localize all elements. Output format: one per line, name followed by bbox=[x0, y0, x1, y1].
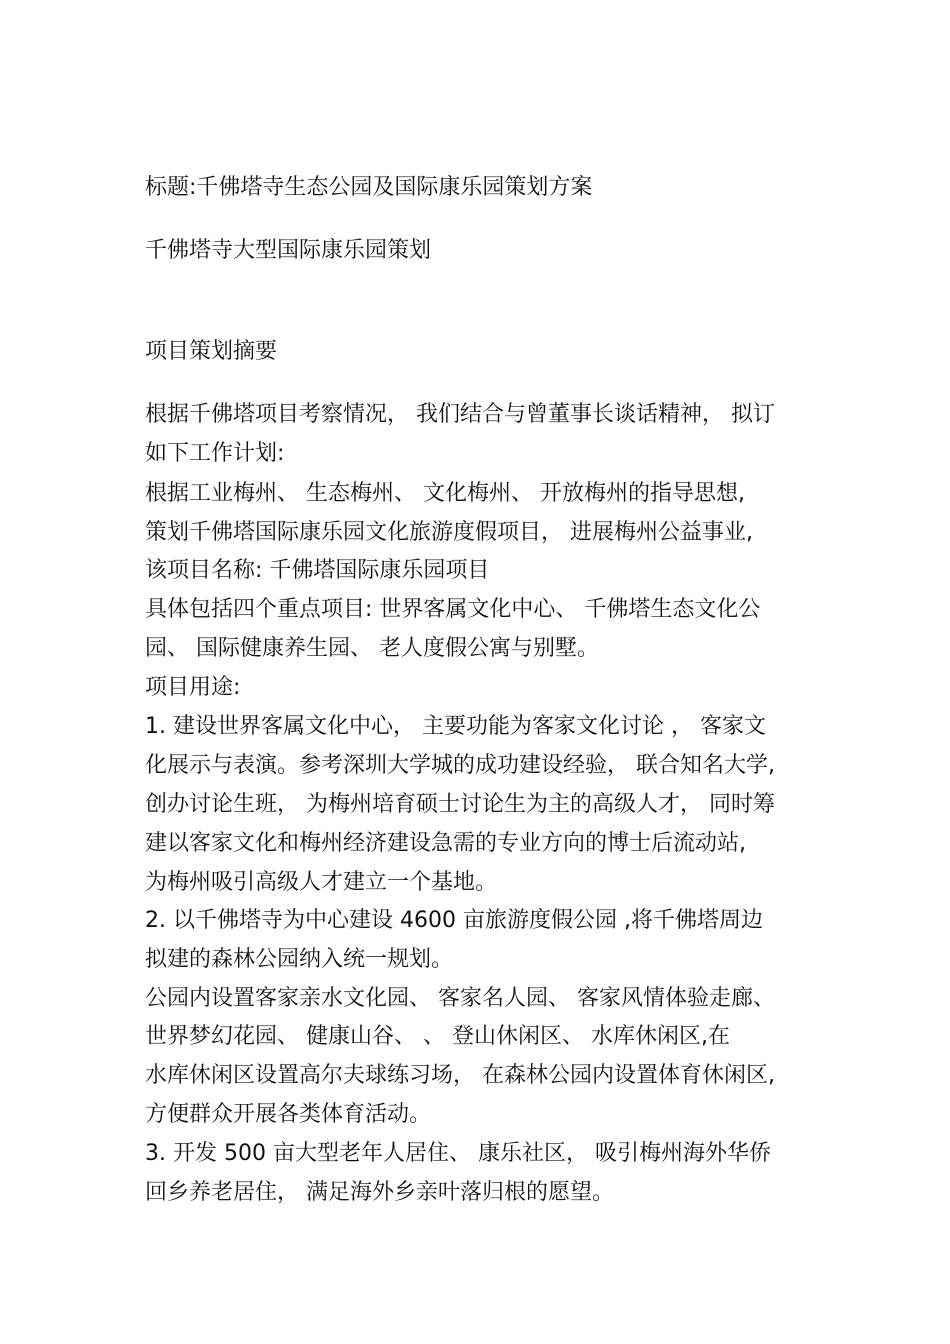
body-line: 创办讨论生班， 为梅州培育硕士讨论生为主的高级人才， 同时筹 bbox=[145, 792, 775, 817]
body-line: 世界梦幻花园、 健康山谷、 、 登山休闲区、 水库休闲区,在 bbox=[145, 1024, 730, 1049]
body-line: 拟建的森林公园纳入统一规划。 bbox=[145, 947, 454, 972]
body-line: 3. 开发 500 亩大型老年人居住、 康乐社区， 吸引梅州海外华侨 bbox=[145, 1141, 771, 1166]
body-line: 回乡养老居住， 满足海外乡亲叶落归根的愿望。 bbox=[145, 1180, 614, 1205]
body-line: 1. 建设世界客属文化中心， 主要功能为客家文化讨论 ， 客家文 bbox=[145, 714, 766, 739]
body-line: 园、 国际健康养生园、 老人度假公寓与别墅。 bbox=[145, 636, 599, 661]
body-line: 该项目名称: 千佛塔国际康乐园项目 bbox=[145, 558, 490, 583]
body-line: 根据千佛塔项目考察情况， 我们结合与曾董事长谈话精神， 拟订 bbox=[145, 402, 775, 427]
document-title: 标题:千佛塔寺生态公园及国际康乐园策划方案 bbox=[145, 175, 593, 200]
body-line: 如下工作计划: bbox=[145, 441, 285, 466]
body-line: 水库休闲区设置高尔夫球练习场， 在森林公园内设置体育休闲区, bbox=[145, 1063, 775, 1088]
body-line: 方便群众开展各类体育活动。 bbox=[145, 1102, 432, 1127]
body-line: 2. 以千佛塔寺为中心建设 4600 亩旅游度假公园 ,将千佛塔周边 bbox=[145, 908, 763, 933]
document-subtitle: 千佛塔寺大型国际康乐园策划 bbox=[145, 238, 432, 263]
body-line: 公园内设置客家亲水文化园、 客家名人园、 客家风情体验走廊、 bbox=[145, 986, 775, 1011]
body-line: 为梅州吸引高级人才建立一个基地。 bbox=[145, 870, 498, 895]
body-line: 具体包括四个重点项目: 世界客属文化中心、 千佛塔生态文化公 bbox=[145, 597, 761, 622]
body-line: 项目用途: bbox=[145, 675, 241, 700]
body-line: 根据工业梅州、 生态梅州、 文化梅州、 开放梅州的指导思想, bbox=[145, 481, 745, 506]
body-line: 建以客家文化和梅州经济建设急需的专业方向的博士后流动站, bbox=[145, 831, 746, 856]
body-line: 策划千佛塔国际康乐园文化旅游度假项目， 进展梅州公益事业, bbox=[145, 520, 753, 545]
body-line: 化展示与表演。参考深圳大学城的成功建设经验， 联合知名大学, bbox=[145, 753, 775, 778]
section-heading: 项目策划摘要 bbox=[145, 339, 278, 364]
